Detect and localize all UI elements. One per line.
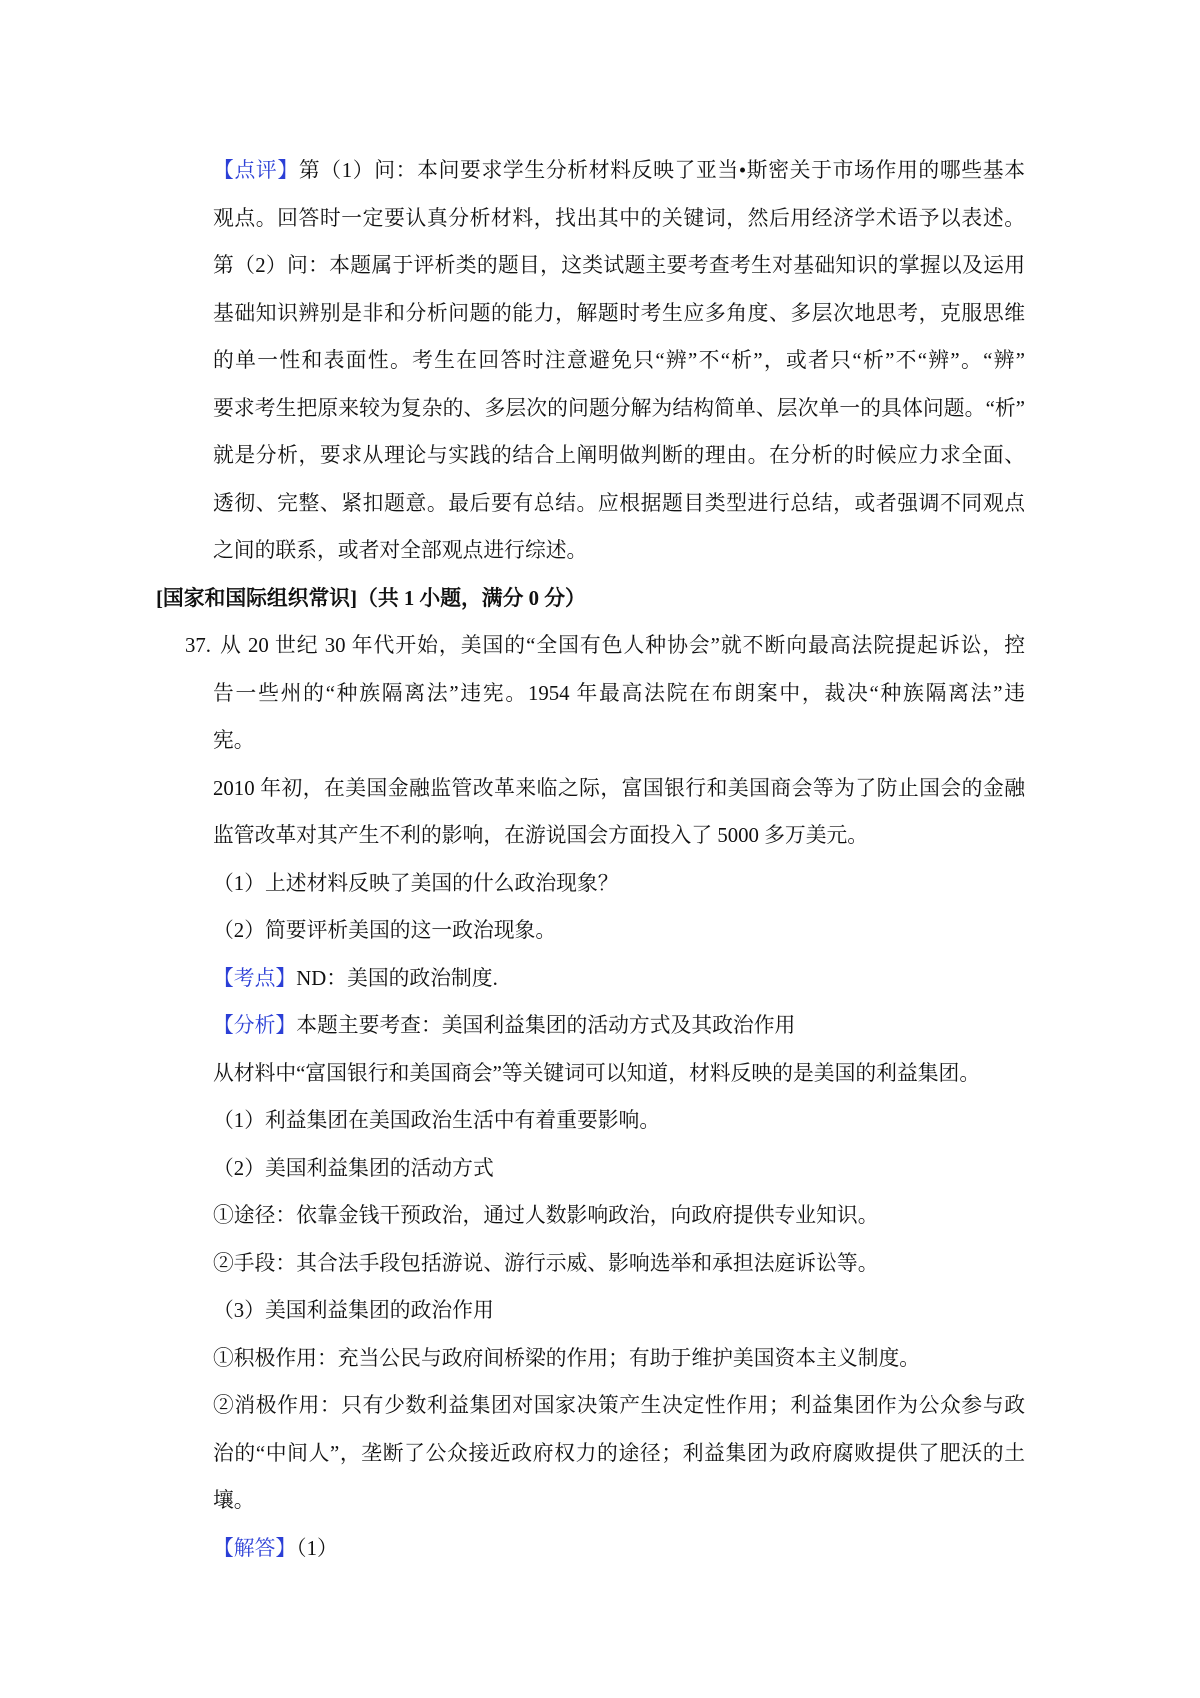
question-stem-line [185,622,1025,670]
comment-line: 第（2）问：本题属于评析类的题目，这类试题主要考查考生对基础知识的掌握以及运用 [213,254,1025,277]
analysis-line: （2）美国利益集团的活动方式 [213,1156,494,1180]
analysis-lead: 本题主要考查：美国利益集团的活动方式及其政治作用 [296,1014,796,1037]
question-stem-line: 告一些州的“种族隔离法”违宪。1954 年最高法院在布朗案中，裁决“种族隔离法”违 [213,681,1025,705]
answer-text: （1） [296,1536,338,1560]
sub-question: （1）上述材料反映了美国的什么政治现象？ [213,871,619,895]
comment-line: 之间的联系，或者对全部观点进行综述。 [213,539,588,562]
comment-line: 基础知识辨别是非和分析问题的能力，解题时考生应多角度、多层次地思考，克服思维 [213,301,1025,325]
analysis-line [213,1002,1025,1050]
analysis-line: ②消极作用：只有少数利益集团对国家决策产生决定性作用；利益集团作为公众参与政 [213,1394,1025,1417]
comment-line: 观点。回答时一定要认真分析材料，找出其中的关键词，然后用经济学术语予以表述。 [213,206,1025,230]
comment-line [213,147,1025,195]
analysis-line: ①途径：依靠金钱干预政治，通过人数影响政治，向政府提供专业知识。 [213,1204,879,1227]
comment-line: 的单一性和表面性。考生在回答时注意避免只“辨”不“析”，或者只“析”不“辨”。“辨” [213,349,1025,372]
question-material-line: 监管改革对其产生不利的影响，在游说国会方面投入了 5000 多万美元。 [213,824,869,847]
answer-label: 【解答】 [213,1536,297,1560]
section-heading: [国家和国际组织常识]（共 1 小题，满分 0 分） [156,586,586,610]
knowledge-point-line [213,955,1025,1003]
analysis-line: （1）利益集团在美国政治生活中有着重要影响。 [213,1109,661,1132]
analysis-label: 【分析】 [213,1014,297,1037]
knowledge-point-label: 【考点】 [213,966,297,990]
analysis-line: 壤。 [213,1489,255,1512]
analysis-line: （3）美国利益集团的政治作用 [213,1299,494,1322]
comment-line: 透彻、完整、紧扣题意。最后要有总结。应根据题目类型进行总结，或者强调不同观点 [213,491,1025,515]
comment-text: 第（1）问：本问要求学生分析材料反映了亚当•斯密关于市场作用的哪些基本 [298,159,1026,182]
analysis-line: ②手段：其合法手段包括游说、游行示威、影响选举和承担法庭诉讼等。 [213,1251,879,1275]
page-content [0,147,1200,1572]
question-number: 37. [185,634,211,657]
comment-label: 【点评】 [213,159,299,182]
analysis-line: ①积极作用：充当公民与政府间桥梁的作用；有助于维护美国资本主义制度。 [213,1346,921,1370]
sub-question: （2）简要评析美国的这一政治现象。 [213,919,557,942]
comment-line: 就是分析，要求从理论与实践的结合上阐明做判断的理由。在分析的时候应力求全面、 [213,444,1025,467]
comment-line: 要求考生把原来较为复杂的、多层次的问题分解为结构简单、层次单一的具体问题。“析” [213,396,1025,420]
analysis-line: 治的“中间人”，垄断了公众接近政府权力的途径；利益集团为政府腐败提供了肥沃的土 [213,1441,1025,1465]
analysis-line: 从材料中“富国银行和美国商会”等关键词可以知道，材料反映的是美国的利益集团。 [213,1061,981,1085]
knowledge-point-text: ND：美国的政治制度. [296,966,498,990]
answer-line [213,1525,1025,1573]
question-material-line: 2010 年初，在美国金融监管改革来临之际，富国银行和美国商会等为了防止国会的金融 [213,776,1025,800]
question-text: 从 20 世纪 30 年代开始，美国的“全国有色人种协会”就不断向最高法院提起诉讼，控 [219,634,1025,657]
question-stem-line: 宪。 [213,729,255,752]
